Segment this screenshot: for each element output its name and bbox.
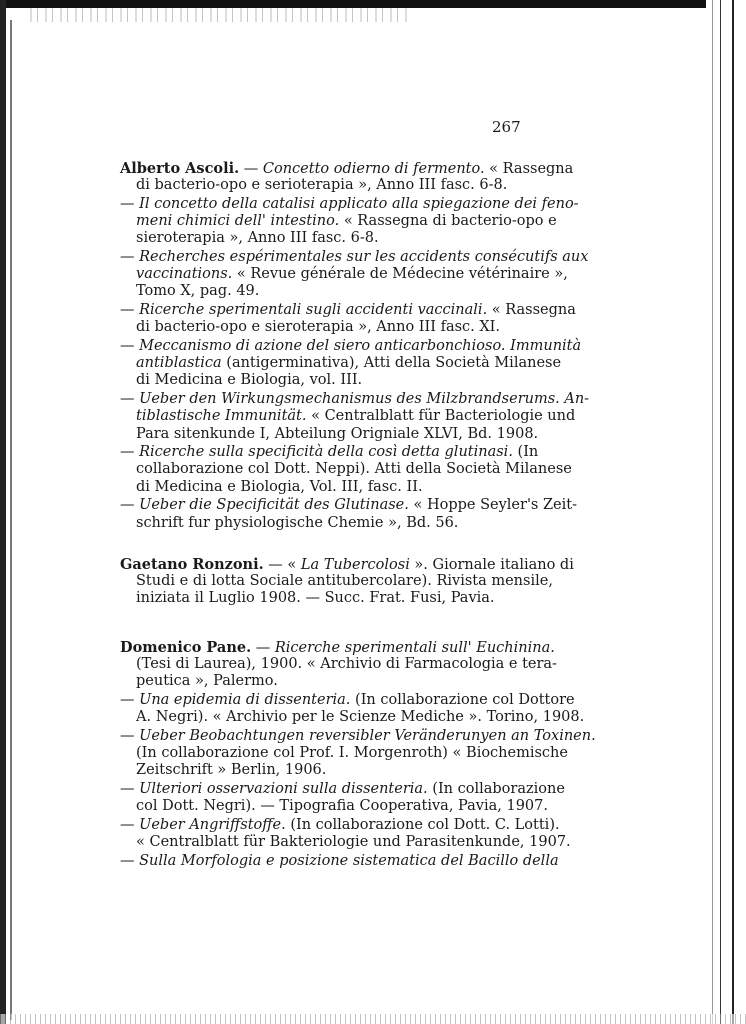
scan-left-edge-line <box>10 20 12 1020</box>
citation-text: « Rassegna <box>487 302 576 319</box>
work-title: Il concetto della catalisi applicato alla spiegazione dei feno- <box>139 195 579 212</box>
text-line <box>120 852 559 870</box>
text-line <box>136 319 528 336</box>
citation-text: « Revue générale de Médecine vétérinaire », <box>232 266 568 283</box>
citation-text: Tomo X, pag. 49. <box>136 283 260 300</box>
citation-text: (In collaborazione col Dottore <box>350 692 575 709</box>
scan-noise <box>30 8 410 22</box>
citation-text: (antigerminativa), Atti della Società Milanese <box>221 355 562 372</box>
citation-text: (Tesi di Laurea), 1900. « Archivio di Farmacologia e tera- <box>136 656 557 673</box>
scan-left-border <box>0 0 6 1024</box>
work-title: Ueber den Wirkungsmechanismus des Milzbrandserums. An- <box>139 391 590 408</box>
citation-text: di bacterio-opo e serioterapia », Anno III fasc. 6-8. <box>136 177 508 194</box>
work-title: Recherches espérimentales sur les accidents consécutifs aux <box>139 249 589 265</box>
text-line <box>136 656 557 673</box>
citation-text: (In collaborazione col Dott. C. Lotti). <box>285 817 560 833</box>
work-title: Ricerche sperimentali sull' Euchinina. <box>274 640 555 656</box>
citation-text: iniziata il Luglio 1908. — Succ. Frat. Fusi, Pavia. <box>136 590 495 607</box>
scan-bottom-edge <box>0 1014 746 1024</box>
citation-text: col Dott. Negri). — Tipografia Cooperativa, Pavia, 1907. <box>136 798 548 815</box>
citation-text: Studi e di lotta Sociale antitubercolare). Rivista mensile, <box>136 573 553 590</box>
citation-text: peutica », Palermo. <box>136 673 278 690</box>
citation-text: schrift fur physiologische Chemie », Bd. 56. <box>136 514 459 531</box>
scan-top-border <box>0 0 746 8</box>
work-title: La Tubercolosi <box>300 557 410 573</box>
citation-text: — <box>120 338 140 354</box>
citation-text: ». Giornale italiano di <box>409 557 574 573</box>
citation-text: — <box>120 195 140 212</box>
text-line <box>136 834 571 851</box>
citation-text: di bacterio-opo e sieroterapia », Anno III fasc. XI. <box>136 319 501 336</box>
text-line <box>120 160 574 178</box>
citation-text: — <box>120 391 140 408</box>
citation-text: — <box>120 728 140 744</box>
citation-text: « Hoppe Seyler's Zeit- <box>408 497 578 514</box>
text-line <box>136 425 539 443</box>
citation-text: collaborazione col Dott. Neppi). Atti della Società Milanese <box>136 461 572 478</box>
citation-text: — <box>120 249 140 265</box>
citation-text: — <box>120 444 140 461</box>
author-name: Gaetano Ronzoni. <box>120 556 264 573</box>
text-line <box>136 213 557 230</box>
work-title: Ricerche sperimentali sugli accidenti vaccinali. <box>139 302 488 319</box>
citation-text: « Centralblatt für Bacteriologie und <box>306 408 576 425</box>
citation-text: — <box>120 852 140 869</box>
text-line <box>136 408 576 425</box>
citation-text: — <box>120 817 140 833</box>
text-line <box>120 444 539 461</box>
text-line <box>120 692 575 709</box>
work-title: Meccanismo di azione del siero anticarbonchioso. Immunità <box>139 338 582 354</box>
citation-text: Zeitschrift » Berlin, 1906. <box>136 762 327 779</box>
citation-text: — <box>251 640 275 656</box>
author-name: Alberto Ascoli. <box>120 160 240 177</box>
text-line <box>136 177 528 194</box>
citation-text: (In collaborazione col Prof. I. Morgenroth) « Biochemische <box>136 745 568 762</box>
work-title: Ueber die Specificität des Glutinase. <box>139 497 409 514</box>
scan-right-border <box>706 0 746 1024</box>
text-line <box>136 283 528 300</box>
page-number: 267 <box>492 118 521 136</box>
text-line <box>120 195 579 213</box>
text-line <box>136 573 553 590</box>
work-title: antiblastica <box>136 355 222 372</box>
work-title: Ueber Beobachtungen reversibler Veränderunyen an Toxinen. <box>139 728 596 744</box>
citation-text: Para sitenkunde I, Abteilung Origniale XLVI, Bd. 1908. <box>136 425 539 442</box>
work-title: Ueber Angriffstoffe. <box>139 817 286 833</box>
work-title: Ricerche sulla specificità della così detta glutinasi. <box>139 444 513 461</box>
citation-text: (In collaborazione <box>427 781 565 798</box>
citation-text: sieroterapia », Anno III fasc. 6-8. <box>136 230 379 247</box>
text-line <box>136 479 528 496</box>
work-title: tiblastische Immunität. <box>136 408 307 425</box>
citation-text: — « <box>263 557 301 573</box>
citation-text: « Centralblatt für Bakteriologie und Parasitenkunde, 1907. <box>136 834 571 851</box>
text-line <box>136 590 528 607</box>
text-line <box>120 817 560 834</box>
text-line <box>120 497 578 514</box>
text-line <box>120 391 590 408</box>
text-line <box>120 639 555 657</box>
text-line <box>136 461 572 478</box>
citation-text: di Medicina e Biologia, vol. III. <box>136 372 363 389</box>
text-line <box>120 728 596 745</box>
work-title: Una epidemia di dissenteria. <box>139 692 351 709</box>
work-title: Ulteriori osservazioni sulla dissenteria. <box>139 781 428 798</box>
text-line <box>136 266 568 283</box>
citation-text: (In <box>512 444 539 461</box>
text-line <box>136 355 562 372</box>
citation-text: — <box>120 692 140 709</box>
author-name: Domenico Pane. <box>120 639 252 656</box>
citation-text: — <box>239 161 263 177</box>
text-line <box>136 709 585 726</box>
text-line <box>136 673 528 690</box>
citation-text: « Rassegna di bacterio-opo e <box>339 213 557 230</box>
citation-text: — <box>120 302 140 319</box>
text-line <box>136 372 528 389</box>
text-line <box>136 762 528 779</box>
text-line <box>120 781 565 798</box>
text-line <box>136 745 568 762</box>
citation-text: di Medicina e Biologia, Vol. III, fasc. II. <box>136 478 423 495</box>
work-title: vaccinations. <box>136 266 233 283</box>
text-line <box>120 249 589 266</box>
work-title: Concetto odierno di fermento. <box>262 161 485 177</box>
citation-text: — <box>120 497 140 514</box>
text-line <box>136 230 528 247</box>
work-title: meni chimici dell' intestino. <box>136 213 340 230</box>
citation-text: « Rassegna <box>484 161 574 177</box>
citation-text: A. Negri). « Archivio per le Scienze Mediche ». Torino, 1908. <box>136 709 585 726</box>
citation-text: — <box>120 781 140 798</box>
text-line <box>136 515 528 532</box>
text-line <box>120 556 574 574</box>
text-line <box>120 302 576 319</box>
text-line <box>136 798 548 815</box>
text-line <box>120 338 582 355</box>
work-title: Sulla Morfologia e posizione sistematica del Bacillo della <box>139 852 559 869</box>
